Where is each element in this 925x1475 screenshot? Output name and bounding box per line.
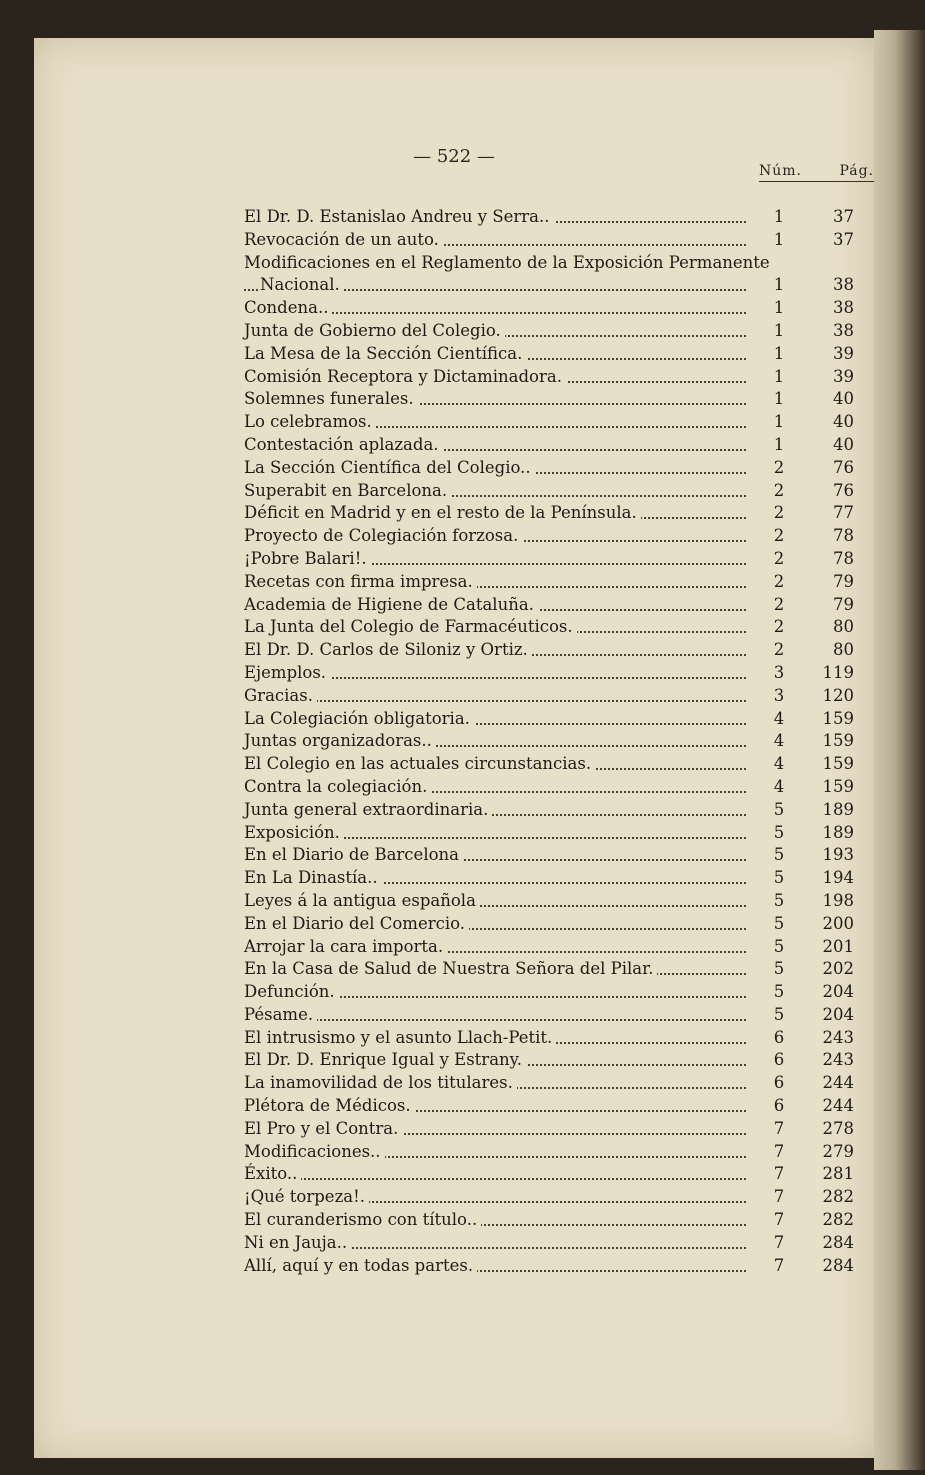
toc-entry (34, 320, 874, 343)
entry-page: 78 (833, 526, 854, 546)
entry-title: El Colegio en las actuales circunstancias. (244, 753, 595, 776)
entry-title: Nacional. (260, 274, 344, 297)
entry-number: 3 (773, 662, 785, 682)
entry-title: En la Casa de Salud de Nuestra Señora del Pilar. (244, 958, 657, 981)
toc-entry (34, 685, 874, 708)
entry-page: 244 (822, 1096, 854, 1116)
entry-title: Modificaciones en el Reglamento de la Exposición Permanente (244, 252, 774, 275)
entry-title: Éxito.. (244, 1163, 301, 1186)
entry-number: 7 (773, 1255, 785, 1275)
entry-page: 79 (833, 594, 854, 614)
entry-page: 159 (822, 754, 854, 774)
entry-page: 119 (822, 662, 854, 682)
entry-title: En el Diario del Comercio. (244, 913, 469, 936)
entry-number: 2 (773, 571, 785, 591)
toc-entry (34, 1186, 874, 1209)
toc-entry (34, 936, 874, 959)
entry-number: 2 (773, 617, 785, 637)
entry-page: 38 (833, 320, 854, 340)
entry-page: 159 (822, 776, 854, 796)
toc-entry (34, 525, 874, 548)
entry-page: 194 (822, 868, 854, 888)
entry-number: 6 (773, 1027, 785, 1047)
entry-number: 4 (773, 776, 785, 796)
entry-title: ¡Qué torpeza!. (244, 1186, 369, 1209)
entry-number: 2 (773, 526, 785, 546)
toc-entry (34, 1232, 874, 1255)
toc-entry (34, 548, 874, 571)
entry-number: 1 (773, 412, 785, 432)
toc-entry (34, 411, 874, 434)
entry-page: 282 (822, 1187, 854, 1207)
entry-page: 38 (833, 298, 854, 318)
toc-entry (34, 297, 874, 320)
entry-number: 5 (773, 822, 785, 842)
toc-entry (34, 1141, 874, 1164)
toc-entry (34, 958, 874, 981)
entry-page: 278 (822, 1118, 854, 1138)
dot-leader (244, 1019, 746, 1021)
toc-entry (34, 434, 874, 457)
entry-page: 39 (833, 366, 854, 386)
entry-title: En el Diario de Barcelona (244, 844, 463, 867)
entry-page: 37 (833, 229, 854, 249)
entry-title: Ejemplos. (244, 662, 330, 685)
toc-entry (34, 388, 874, 411)
entry-title: Ni en Jauja.. (244, 1232, 351, 1255)
entry-number: 1 (773, 229, 785, 249)
entry-title: El Dr. D. Carlos de Siloniz y Ortiz. (244, 639, 532, 662)
entry-title: Contestación aplazada. (244, 434, 443, 457)
toc-entry (34, 457, 874, 480)
entry-number: 2 (773, 640, 785, 660)
entry-title: El Dr. D. Estanislao Andreu y Serra.. (244, 206, 554, 229)
entry-number: 6 (773, 1096, 785, 1116)
toc-entry (34, 981, 874, 1004)
entry-page: 39 (833, 343, 854, 363)
entry-page: 198 (822, 890, 854, 910)
entry-title: Plétora de Médicos. (244, 1095, 415, 1118)
entry-number: 2 (773, 594, 785, 614)
entry-page: 284 (822, 1232, 854, 1252)
entry-title: Revocación de un auto. (244, 229, 443, 252)
entry-page: 193 (822, 845, 854, 865)
entry-number: 7 (773, 1164, 785, 1184)
entry-number: 5 (773, 1004, 785, 1024)
entry-title: Déficit en Madrid y en el resto de la Península. (244, 502, 641, 525)
entry-title: Pésame. (244, 1004, 317, 1027)
num-column-header: Núm. (759, 163, 802, 179)
entry-number: 7 (773, 1118, 785, 1138)
entry-title: ¡Pobre Balari!. (244, 548, 371, 571)
toc-entry (34, 776, 874, 799)
adjacent-page-edge (874, 30, 925, 1470)
pag-column-header: Pág. (839, 163, 874, 179)
toc-entry (34, 708, 874, 731)
toc-entry (34, 274, 874, 297)
entry-page: 80 (833, 617, 854, 637)
entry-page: 76 (833, 480, 854, 500)
entry-page: 37 (833, 207, 854, 226)
entry-number: 1 (773, 343, 785, 363)
entry-number: 5 (773, 936, 785, 956)
entry-title: Academia de Higiene de Cataluña. (244, 594, 538, 617)
entry-number: 2 (773, 548, 785, 568)
toc-entry (34, 206, 874, 229)
entry-page: 40 (833, 389, 854, 409)
entry-title: Gracias. (244, 685, 317, 708)
entry-title: Contra la colegiación. (244, 776, 431, 799)
toc-entry (34, 1049, 874, 1072)
entry-number: 7 (773, 1232, 785, 1252)
entry-number: 4 (773, 754, 785, 774)
entry-title: Defunción. (244, 981, 339, 1004)
entry-title: Lo celebramos. (244, 411, 376, 434)
toc-entry (34, 229, 874, 252)
entry-title: El Pro y el Contra. (244, 1118, 402, 1141)
entry-page: 159 (822, 731, 854, 751)
toc-entry (34, 799, 874, 822)
entry-number: 1 (773, 434, 785, 454)
entry-page: 204 (822, 982, 854, 1002)
entry-number: 1 (773, 366, 785, 386)
entry-page: 38 (833, 275, 854, 295)
toc-entry (34, 480, 874, 503)
entry-title: La Colegiación obligatoria. (244, 708, 474, 731)
entry-title: El Dr. D. Enrique Igual y Estrany. (244, 1049, 526, 1072)
entry-title: El curanderismo con título.. (244, 1209, 481, 1232)
entry-number: 1 (773, 298, 785, 318)
toc-entry (34, 1255, 874, 1278)
entry-number: 7 (773, 1210, 785, 1230)
entry-number: 5 (773, 913, 785, 933)
entry-number: 5 (773, 799, 785, 819)
book-page (34, 38, 874, 1458)
entry-title: La Mesa de la Sección Científica. (244, 343, 526, 366)
entry-title: Solemnes funerales. (244, 388, 418, 411)
entry-page: 78 (833, 548, 854, 568)
toc-entry (34, 502, 874, 525)
entry-page: 281 (822, 1164, 854, 1184)
entry-number: 5 (773, 845, 785, 865)
entry-number: 4 (773, 731, 785, 751)
toc-entry (34, 1118, 874, 1141)
toc-entry (34, 662, 874, 685)
entry-page: 200 (822, 913, 854, 933)
entry-number: 6 (773, 1050, 785, 1070)
entry-title: Allí, aquí y en todas partes. (244, 1255, 477, 1278)
toc-entry (34, 594, 874, 617)
entry-title: Exposición. (244, 822, 344, 845)
table-of-contents (34, 206, 874, 1277)
entry-page: 80 (833, 640, 854, 660)
entry-page: 77 (833, 503, 854, 523)
entry-page: 243 (822, 1050, 854, 1070)
entry-title: En La Dinastía.. (244, 867, 382, 890)
entry-page: 243 (822, 1027, 854, 1047)
entry-number: 2 (773, 457, 785, 477)
entry-page: 40 (833, 412, 854, 432)
entry-number: 4 (773, 708, 785, 728)
entry-page: 284 (822, 1255, 854, 1275)
entry-title: Comisión Receptora y Dictaminadora. (244, 366, 566, 389)
entry-title: Modificaciones.. (244, 1141, 385, 1164)
toc-entry (34, 616, 874, 639)
toc-entry (34, 571, 874, 594)
entry-number: 1 (773, 389, 785, 409)
entry-page: 120 (822, 685, 854, 705)
entry-page: 189 (822, 799, 854, 819)
toc-entry (34, 639, 874, 662)
toc-entry (34, 730, 874, 753)
entry-title: La Sección Científica del Colegio.. (244, 457, 535, 480)
entry-page: 189 (822, 822, 854, 842)
entry-number: 5 (773, 890, 785, 910)
entry-title: Junta general extraordinaria. (244, 799, 492, 822)
entry-number: 1 (773, 320, 785, 340)
column-headers (759, 163, 874, 182)
entry-title: Juntas organizadoras.. (244, 730, 436, 753)
toc-entry (34, 366, 874, 389)
toc-entry (34, 343, 874, 366)
entry-page: 244 (822, 1073, 854, 1093)
dot-leader (244, 700, 746, 702)
dot-leader (244, 1178, 746, 1180)
entry-title: El intrusismo y el asunto Llach-Petit. (244, 1027, 556, 1050)
toc-entry (34, 822, 874, 845)
entry-number: 1 (773, 207, 785, 226)
entry-title: Arrojar la cara importa. (244, 936, 447, 959)
toc-entry (34, 1095, 874, 1118)
toc-entry (34, 1163, 874, 1186)
entry-number: 5 (773, 868, 785, 888)
entry-title: La inamovilidad de los titulares. (244, 1072, 517, 1095)
entry-page: 202 (822, 959, 854, 979)
entry-number: 7 (773, 1141, 785, 1161)
entry-number: 3 (773, 685, 785, 705)
entry-number: 5 (773, 959, 785, 979)
toc-entry (34, 753, 874, 776)
entry-number: 2 (773, 480, 785, 500)
entry-title: Condena.. (244, 297, 332, 320)
entry-number: 1 (773, 275, 785, 295)
entry-page: 76 (833, 457, 854, 477)
toc-entry (34, 867, 874, 890)
entry-page: 79 (833, 571, 854, 591)
toc-entry (34, 252, 874, 275)
entry-title: Leyes á la antigua española (244, 890, 480, 913)
entry-page: 159 (822, 708, 854, 728)
entry-number: 2 (773, 503, 785, 523)
toc-entry (34, 913, 874, 936)
entry-number: 7 (773, 1187, 785, 1207)
toc-entry (34, 1004, 874, 1027)
entry-page: 279 (822, 1141, 854, 1161)
entry-title: Superabit en Barcelona. (244, 480, 451, 503)
entry-page: 201 (822, 936, 854, 956)
toc-entry (34, 1209, 874, 1232)
entry-page: 204 (822, 1004, 854, 1024)
entry-page: 40 (833, 434, 854, 454)
entry-title: La Junta del Colegio de Farmacéuticos. (244, 616, 577, 639)
page-number: — 522 — (413, 146, 495, 167)
toc-entry (34, 1027, 874, 1050)
entry-number: 5 (773, 982, 785, 1002)
toc-entry (34, 1072, 874, 1095)
entry-title: Proyecto de Colegiación forzosa. (244, 525, 522, 548)
entry-title: Junta de Gobierno del Colegio. (244, 320, 505, 343)
entry-number: 6 (773, 1073, 785, 1093)
toc-entry (34, 890, 874, 913)
toc-entry (34, 844, 874, 867)
entry-title: Recetas con firma impresa. (244, 571, 477, 594)
entry-page: 282 (822, 1210, 854, 1230)
